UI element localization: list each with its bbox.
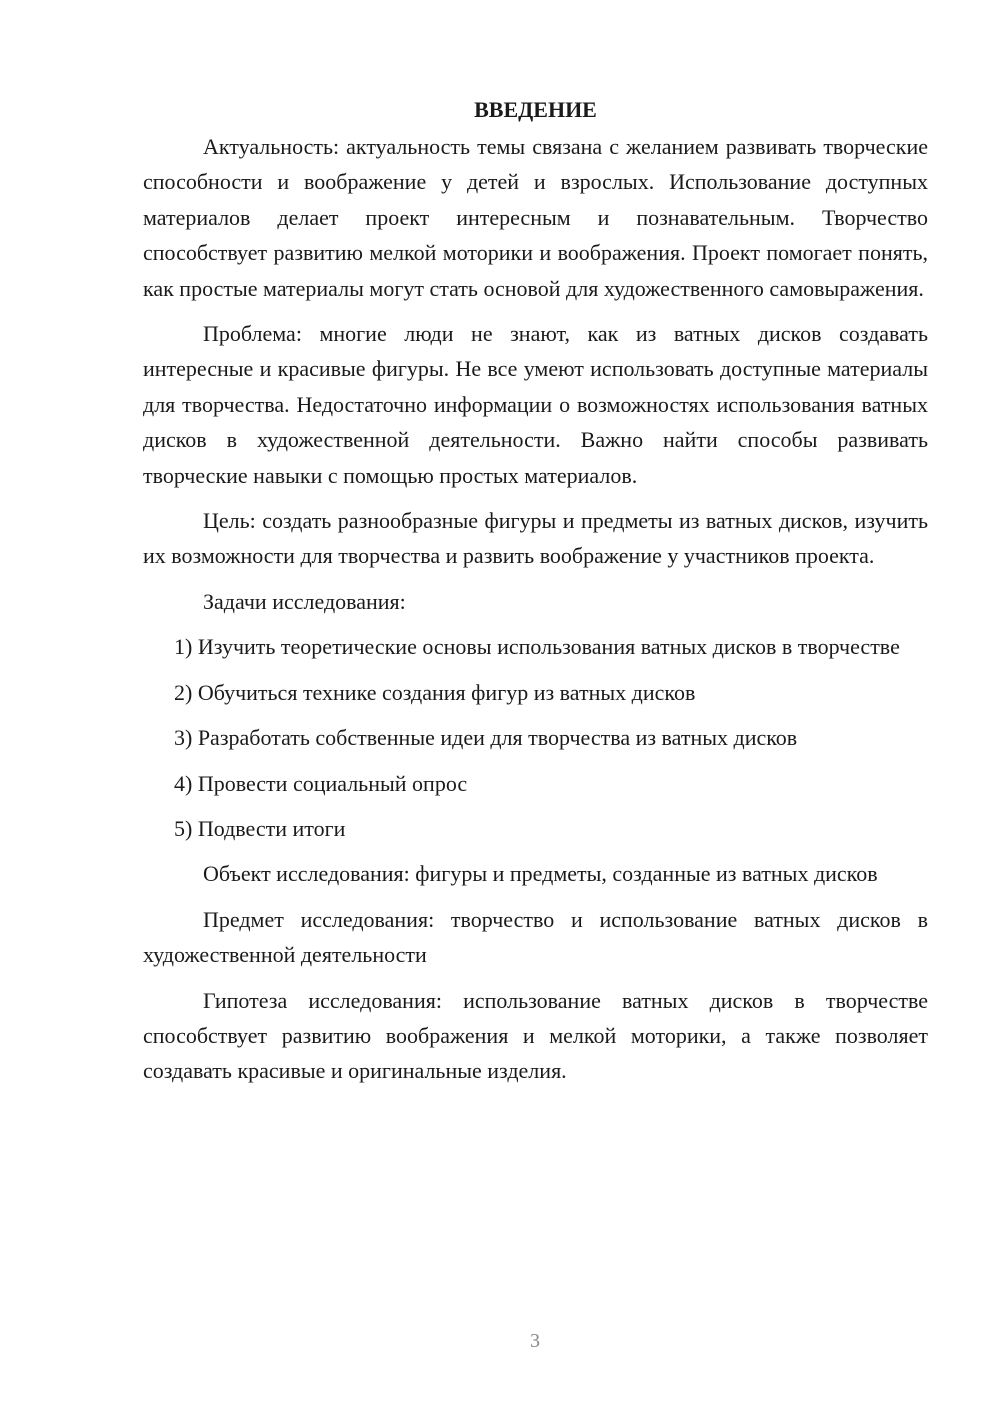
section-heading: ВВЕДЕНИЕ: [474, 97, 597, 122]
hypothesis-paragraph: Гипотеза исследования: использование ватных дисков в творчестве способствует развитию воображения и мелкой моторики, а также позволяет создавать красивые и оригинальные изделия.: [143, 987, 928, 1084]
subject-paragraph: Предмет исследования: творчество и использование ватных дисков в художественной деятельности: [143, 906, 928, 968]
task-list-item: 5) Подвести итоги: [174, 815, 346, 841]
task-list-item: 3) Разработать собственные идеи для творчества из ватных дисков: [174, 725, 798, 751]
goal-paragraph: Цель: создать разнообразные фигуры и предметы из ватных дисков, изучить их возможности для творчества и развить воображение у участников проекта.: [143, 508, 928, 569]
task-list-item: 2) Обучиться технике создания фигур из ватных дисков: [174, 679, 696, 705]
tasks-heading: Задачи исследования:: [203, 588, 406, 614]
task-list-item: 1) Изучить теоретические основы использования ватных дисков в творчестве: [174, 634, 900, 660]
task-list-item: 4) Провести социальный опрос: [174, 770, 468, 796]
object-paragraph: Объект исследования: фигуры и предметы, созданные из ватных дисков: [203, 861, 878, 887]
page-number: 3: [530, 1330, 540, 1352]
page-content: [143, 92, 928, 1099]
problem-paragraph: Проблема: многие люди не знают, как из ватных дисков создавать интересные и красивые фигуры. Не все умеют использовать доступные материалы для творчества. Недостаточно информации о возможностях использования ватных дисков в художественной деятельности. Важно найти способы развивать творческие навыки с помощью простых материалов.: [143, 321, 928, 488]
relevance-paragraph: Актуальность: актуальность темы связана с желанием развивать творческие способности и воображение у детей и взрослых. Использование доступных материалов делает проект интересным и познавательным. Творчество способствует развитию мелкой моторики и воображения. Проект помогает понять, как простые материалы могут стать основой для художественного самовыражения.: [143, 134, 928, 301]
